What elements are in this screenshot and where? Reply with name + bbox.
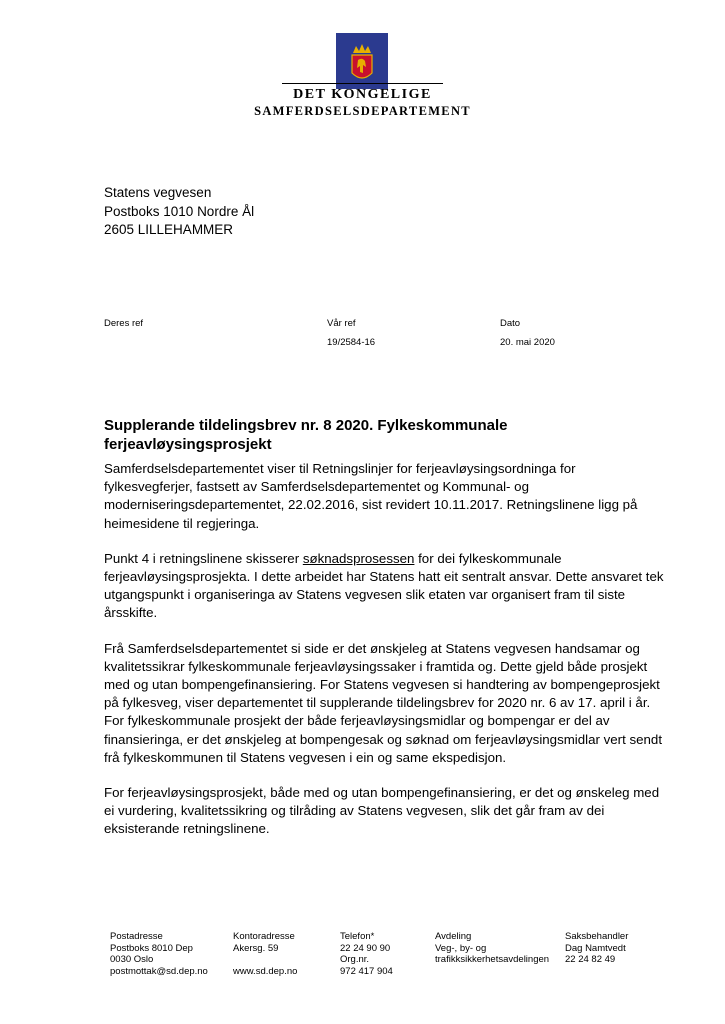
footer-post-l2: 0030 Oslo <box>110 954 154 965</box>
ministry-logo <box>240 28 485 128</box>
deres-ref <box>104 318 143 329</box>
footer-saks-l1: Dag Namtvedt <box>565 942 626 954</box>
footer-kontor-label: Kontoradresse <box>233 931 295 942</box>
footer-avd-l1: Veg-, by- og <box>435 942 487 954</box>
footer-tel-l3: 972 417 904 <box>340 965 393 977</box>
footer-post-l1: Postboks 8010 Dep <box>110 942 193 954</box>
recipient-city: 2605 LILLEHAMMER <box>104 222 234 237</box>
recipient-street: Postboks 1010 Nordre Ål <box>104 203 255 219</box>
dato-label: Dato <box>500 318 521 329</box>
var-ref-value: 19/2584-16 <box>327 337 376 348</box>
footer-kontor-spacer <box>233 954 297 966</box>
footer-saks-l2: 22 24 82 49 <box>565 954 616 965</box>
footer-tel-l1: 22 24 90 90 <box>340 942 391 954</box>
recipient-address <box>104 184 254 240</box>
coat-of-arms-icon <box>336 33 388 89</box>
dato-value: 20. mai 2020 <box>500 337 555 348</box>
paragraph-3: Frå Samferdselsdepartementet si side er det ønskjeleg at Statens vegvesen handsamar og kvalitetssikrar fylkeskommunale ferjeavløysingssaker i framtida og. Dette gjeld både prosjekt med og utan bompengefinansiering. For Statens vegvesen si handtering av bompengeprosjekt på fylkesveg, viser departementet til supplerande tildelingsbrev for 2020 nr. 6 av 17. april i år. For fylkeskommunale prosjekt der både ferjeavløysingsmidlar og bompengar er del av finansieringa, er det ønskjeleg at bompengesak og søknad om ferjeavløysingsmidlar vert sendt frå fylkeskommunen til Statens vegvesen i ein og same ekspedisjon. <box>104 640 663 765</box>
paragraph-2-end: for dei fylkeskommunale ferjeavløysingsprosjekta. I dette arbeidet har Statens hatt eit sentralt ansvar. Dette ansvaret tek utgangspunkt i organiseringa av Statens vegvesen slik etaten var organisert fram til siste årsskifte. <box>104 550 664 621</box>
footer-post-email[interactable]: postmottak@sd.dep.no <box>110 965 208 977</box>
footer-post-label: Postadresse <box>110 931 163 942</box>
letter-body <box>104 460 664 856</box>
footer-postadresse <box>110 931 208 977</box>
paragraph-2 <box>104 550 664 623</box>
dato <box>500 318 555 348</box>
soknadsprosessen-link[interactable]: søknadsprosessen <box>302 550 415 566</box>
footer-avdeling <box>435 931 549 966</box>
recipient-name: Statens vegvesen <box>104 185 212 200</box>
var-ref-label: Vår ref <box>327 318 356 329</box>
ministry-name-line2: SAMFERDSELSDEPARTEMENT <box>254 104 471 118</box>
footer-saks-label: Saksbehandler <box>565 931 629 942</box>
ministry-name-line1: DET KONGELIGE <box>293 87 432 102</box>
footer-kontoradresse <box>233 931 297 977</box>
footer-tel-l2: Org.nr. <box>340 954 370 965</box>
var-ref <box>327 318 375 348</box>
logo-divider <box>282 83 443 84</box>
footer-avd-label: Avdeling <box>435 931 472 942</box>
letter-title: Supplerande tildelingsbrev nr. 8 2020. Fylkeskommunale ferjeavløysingsprosjekt <box>104 417 508 453</box>
footer-telefon <box>340 931 393 977</box>
paragraph-1: Samferdselsdepartementet viser til Retningslinjer for ferjeavløysingsordninga for fylkesvegferjer, fastsett av Samferdselsdepartementet og Kommunal- og moderniseringsdepartementet, 22.02.2016, sist revidert 10.11.2017. Retningslinene ligg på heimesidene til regjeringa. <box>104 461 638 531</box>
paragraph-2-start: Punkt 4 i retningslinene skisserer <box>104 550 303 566</box>
footer-kontor-web[interactable]: www.sd.dep.no <box>233 965 298 977</box>
footer-saksbehandler <box>565 931 628 966</box>
paragraph-4: For ferjeavløysingsprosjekt, både med og utan bompengefinansiering, er det og ønskeleg med ei vurdering, kvalitetssikring og tilråding av Statens vegvesen, slik det går fram av dei eksisterande retningslinene. <box>104 785 660 837</box>
deres-ref-label: Deres ref <box>104 318 144 329</box>
footer-kontor-l1: Akersg. 59 <box>233 942 279 954</box>
footer-avd-l2: trafikksikkerhetsavdelingen <box>435 954 550 965</box>
footer-tel-label: Telefon* <box>340 931 375 942</box>
